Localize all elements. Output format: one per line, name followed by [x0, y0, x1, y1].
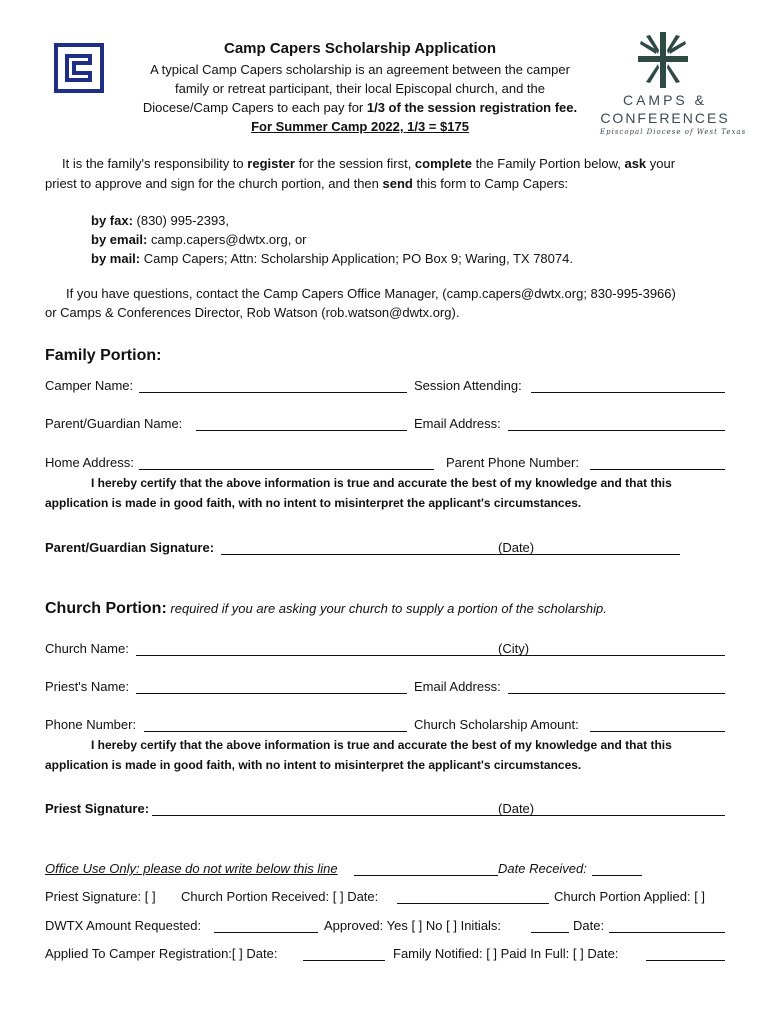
dwtx-amount-field[interactable]	[214, 932, 318, 933]
city-label: (City)	[498, 641, 530, 656]
camper-name-label: Camper Name:	[45, 378, 134, 393]
home-address-label: Home Address:	[45, 455, 134, 470]
mail-line: by mail: Camp Capers; Attn: Scholarship Application; PO Box 9; Waring, TX 78074.	[91, 251, 573, 266]
email-label: Email Address:	[414, 416, 501, 431]
email-line: by email: camp.capers@dwtx.org, or	[91, 232, 307, 247]
church-portion-heading: Church Portion: required if you are asking your church to supply a portion of the scholarship.	[45, 600, 607, 617]
received-date-field[interactable]	[397, 903, 549, 904]
parent-signature-field[interactable]	[221, 554, 680, 555]
page-title: Camp Capers Scholarship Application	[224, 40, 496, 57]
paid-date-field[interactable]	[646, 960, 725, 961]
church-portion-applied: Church Portion Applied: [ ]	[554, 889, 706, 904]
date-label: (Date)	[498, 801, 535, 816]
initials-field[interactable]	[531, 932, 569, 933]
session-label: Session Attending:	[414, 378, 522, 393]
office-date-field[interactable]	[609, 932, 725, 933]
certify-text: I hereby certify that the above information is true and accurate the best of my knowledge and that this	[91, 738, 672, 752]
parent-name-label: Parent/Guardian Name:	[45, 416, 183, 431]
certify-text: application is made in good faith, with no intent to misinterpret the applicant's circumstances.	[45, 496, 582, 510]
description-line: family or retreat participant, their local Episcopal church, and the	[175, 81, 545, 96]
priest-name-label: Priest's Name:	[45, 679, 130, 694]
church-email-label: Email Address:	[414, 679, 501, 694]
questions-line: If you have questions, contact the Camp Capers Office Manager, (camp.capers@dwtx.org; 830-995-3966)	[66, 286, 676, 301]
phone-label: Phone Number:	[45, 717, 137, 732]
parent-phone-field[interactable]	[590, 469, 725, 470]
date-received-label: Date Received:	[498, 861, 587, 876]
cross-icon	[638, 32, 688, 88]
camps-conferences-logo	[600, 32, 747, 140]
dwtx-amount-label: DWTX Amount Requested:	[45, 918, 202, 933]
priest-signature-label: Priest Signature:	[45, 801, 150, 816]
applied-registration-label: Applied To Camper Registration:[ ] Date:	[45, 946, 278, 961]
church-email-field[interactable]	[508, 693, 725, 694]
logo-text: CAMPS &	[622, 92, 707, 108]
parent-signature-label: Parent/Guardian Signature:	[45, 540, 215, 555]
applied-date-field[interactable]	[303, 960, 385, 961]
office-use-line	[354, 875, 498, 876]
parent-name-field[interactable]	[196, 430, 407, 431]
logo-subtitle: Episcopal Diocese of West Texas	[600, 128, 747, 136]
questions-line: or Camps & Conferences Director, Rob Watson (rob.watson@dwtx.org).	[45, 305, 460, 320]
parent-phone-label: Parent Phone Number:	[446, 455, 579, 470]
date-received-field[interactable]	[592, 875, 642, 876]
family-notified-label: Family Notified: [ ] Paid In Full: [ ] Date:	[393, 946, 619, 961]
intro-line: priest to approve and sign for the church portion, and then send this form to Camp Capers:	[45, 176, 569, 191]
description-line: A typical Camp Capers scholarship is an agreement between the camper	[150, 62, 570, 77]
fax-line: by fax: (830) 995-2393,	[91, 213, 230, 228]
session-field[interactable]	[531, 392, 725, 393]
phone-field[interactable]	[144, 731, 407, 732]
church-name-field[interactable]	[136, 655, 725, 656]
certify-text: application is made in good faith, with no intent to misinterpret the applicant's circumstances.	[45, 758, 582, 772]
scholarship-amount-label: Church Scholarship Amount:	[414, 717, 579, 732]
priest-name-field[interactable]	[136, 693, 407, 694]
approved-label: Approved: Yes [ ] No [ ] Initials:	[324, 918, 502, 933]
email-field[interactable]	[508, 430, 725, 431]
family-portion-heading: Family Portion:	[45, 347, 162, 364]
logo-text: CONFERENCES	[600, 110, 730, 126]
date-label: (Date)	[498, 540, 535, 555]
office-priest-signature: Priest Signature: [ ]	[45, 889, 156, 904]
scholarship-amount-field[interactable]	[590, 731, 725, 732]
intro-line: It is the family's responsibility to register for the session first, complete the Family Portion below, ask your	[62, 156, 676, 171]
church-portion-received: Church Portion Received: [ ] Date:	[181, 889, 379, 904]
certify-text: I hereby certify that the above information is true and accurate the best of my knowledge and that this	[91, 476, 672, 490]
church-name-label: Church Name:	[45, 641, 129, 656]
home-address-field[interactable]	[139, 469, 434, 470]
office-use-heading: Office Use Only: please do not write below this line	[45, 861, 338, 876]
office-date-label: Date:	[573, 918, 605, 933]
camp-capers-logo	[54, 43, 104, 93]
priest-signature-field[interactable]	[152, 815, 725, 816]
description-line: Diocese/Camp Capers to each pay for 1/3 of the session registration fee.	[142, 100, 578, 115]
fee-line: For Summer Camp 2022, 1/3 = $175	[251, 119, 469, 134]
camper-name-field[interactable]	[139, 392, 407, 393]
